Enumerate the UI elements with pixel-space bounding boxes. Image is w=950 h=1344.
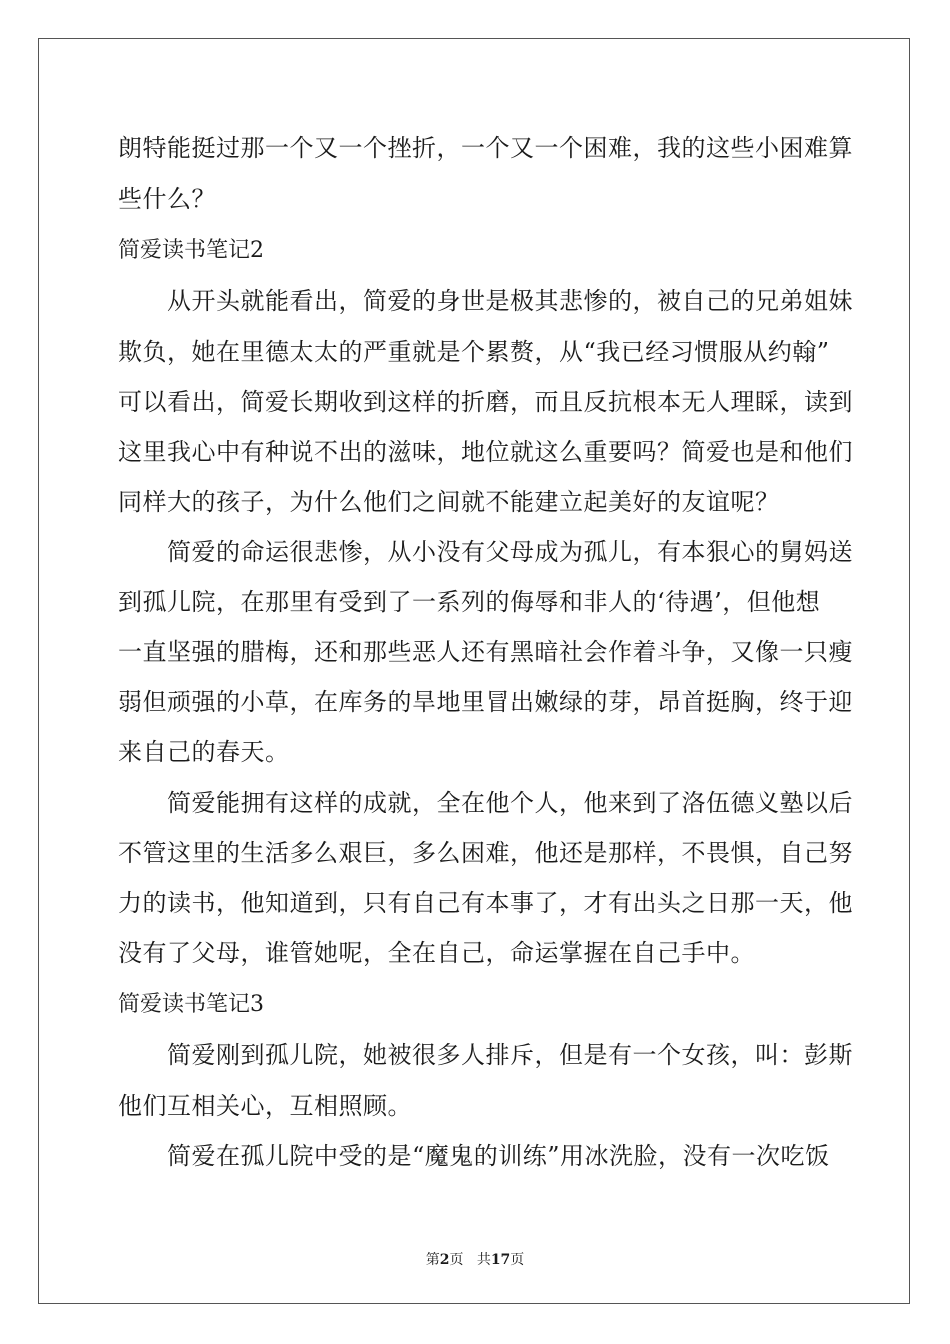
current-page-number: 2 [439,1252,450,1268]
text-line: 来自己的春天。 [118,738,290,766]
page-number-suffix: 页 [449,1252,464,1268]
total-pages-suffix: 页 [510,1252,525,1268]
text-line: 欺负，她在里德太太的严重就是个累赘，从“我已经习惯服从约翰” [118,338,830,366]
text-line: 简爱的命运很悲惨，从小没有父母成为孤儿，有本狠心的舅妈送 [118,538,853,566]
page-footer [0,1251,950,1269]
text-line: 弱但顽强的小草，在库务的旱地里冒出嫩绿的芽，昂首挺胸，终于迎 [118,688,853,716]
text-line: 一直坚强的腊梅，还和那些恶人还有黑暗社会作着斗争，又像一只瘦 [118,638,853,666]
text-line: 简爱刚到孤儿院，她被很多人排斥，但是有一个女孩，叫：彭斯 [118,1041,853,1069]
text-line: 从开头就能看出，简爱的身世是极其悲惨的，被自己的兄弟姐妹 [118,287,853,315]
page-number-prefix: 第 [425,1252,440,1268]
text-line: 可以看出，简爱长期收到这样的折磨，而且反抗根本无人理睬，读到 [118,388,853,416]
text-line: 力的读书，他知道到，只有自己有本事了，才有出头之日那一天，他 [118,889,853,917]
total-pages-prefix: 共 [476,1252,491,1268]
text-line: 简爱能拥有这样的成就，全在他个人，他来到了洛伍德义塾以后 [118,789,853,817]
text-line: 简爱在孤儿院中受的是“魔鬼的训练”用冰洗脸，没有一次吃饭 [118,1142,830,1170]
text-line: 些什么？ [118,185,216,213]
text-line: 到孤儿院，在那里有受到了一系列的侮辱和非人的‘待遇’，但他想 [118,588,821,616]
section-heading: 简爱读书笔记3 [118,992,264,1017]
text-line: 同样大的孩子，为什么他们之间就不能建立起美好的友谊呢？ [118,488,780,516]
section-heading: 简爱读书笔记2 [118,238,264,263]
text-line: 这里我心中有种说不出的滋味，地位就这么重要吗？简爱也是和他们 [118,438,853,466]
text-line: 朗特能挺过那一个又一个挫折，一个又一个困难，我的这些小困难算 [118,134,853,162]
text-line: 不管这里的生活多么艰巨，多么困难，他还是那样，不畏惧，自己努 [118,839,853,867]
total-pages-number: 17 [490,1252,511,1268]
text-line: 没有了父母，谁管她呢，全在自己，命运掌握在自己手中。 [118,939,755,967]
text-line: 他们互相关心，互相照顾。 [118,1092,412,1120]
